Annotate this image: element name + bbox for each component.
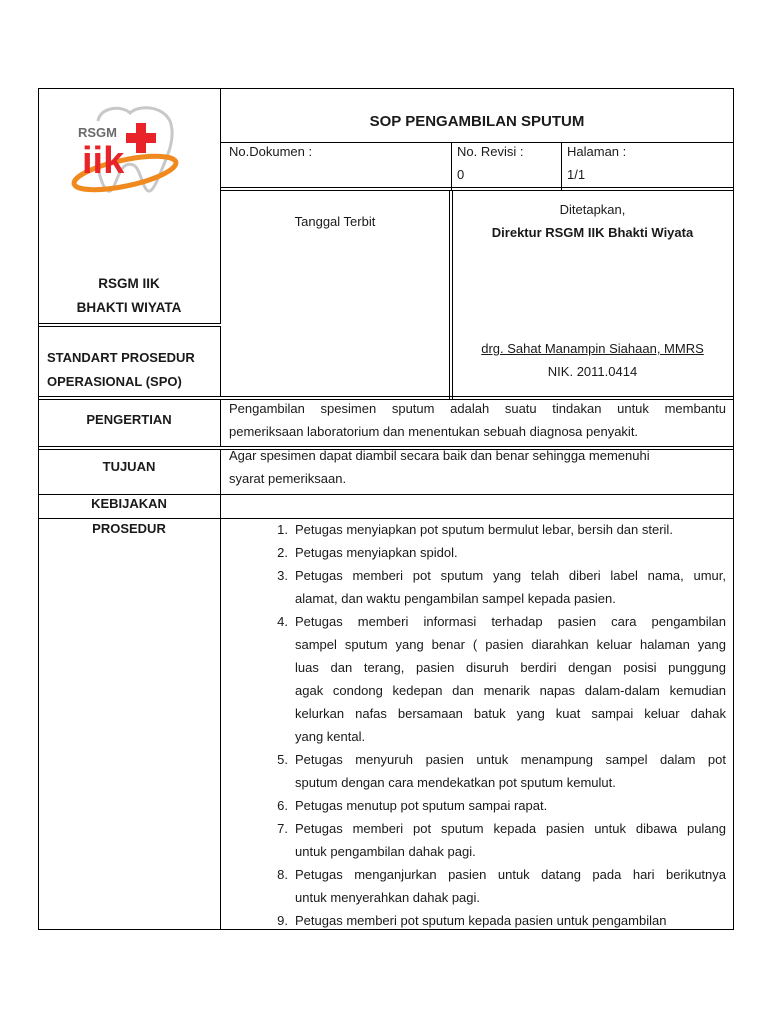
procedure-step-line: Petugas menutup pot sputum sampai rapat. bbox=[295, 798, 548, 813]
tujuan-text-line2: syarat pemeriksaan. bbox=[229, 471, 347, 486]
procedure-step-line: yang kental. bbox=[295, 729, 366, 744]
page-label: Halaman : bbox=[567, 144, 627, 159]
doc-number-label: No.Dokumen : bbox=[229, 144, 313, 159]
procedure-step-number: 2. bbox=[277, 545, 288, 560]
tujuan-text-line1: Agar spesimen dapat diambil secara baik dan benar sehingga memenuhi bbox=[229, 448, 650, 463]
procedure-step-number: 8. bbox=[277, 867, 288, 882]
org-name-line1: RSGM IIK bbox=[98, 276, 160, 291]
procedure-step-line: Petugas menyiapkan pot sputum bermulut lebar, bersih dan steril. bbox=[295, 522, 673, 537]
procedure-step-line: untuk pengambilan dahak pagi. bbox=[295, 844, 476, 859]
procedure-step-number: 9. bbox=[277, 913, 288, 928]
procedure-step-line: sampel sputum yang benar ( pasien diarahkan keluar halaman yang bbox=[295, 637, 726, 652]
procedure-step-line: agak condong kedepan dan menarik napas dalam-dalam kemudian bbox=[295, 683, 726, 698]
procedure-step-number: 6. bbox=[277, 798, 288, 813]
procedure-step bbox=[226, 863, 726, 909]
procedure-step-line: luas dan terang, pasien disuruh berdiri dengan posisi punggung bbox=[295, 660, 726, 675]
tujuan-label: TUJUAN bbox=[102, 459, 156, 474]
procedure-step-number: 1. bbox=[277, 522, 288, 537]
procedure-step bbox=[226, 610, 726, 748]
procedure-step-line: kelurkan nafas bersamaan batuk yang kuat sampai keluar dahak bbox=[295, 706, 726, 721]
hospital-logo bbox=[70, 103, 184, 195]
revision-label: No. Revisi : bbox=[457, 144, 524, 159]
procedure-step-number: 3. bbox=[277, 568, 288, 583]
signatory-name: drg. Sahat Manampin Siahaan, MMRS bbox=[481, 341, 704, 356]
procedure-step-number: 7. bbox=[277, 821, 288, 836]
svg-text:iik: iik bbox=[82, 140, 125, 182]
signatory-nik: NIK. 2011.0414 bbox=[547, 364, 638, 379]
page-value: 1/1 bbox=[567, 167, 586, 182]
procedure-step bbox=[226, 541, 726, 564]
pengertian-text-line2: pemeriksaan laboratorium dan menentukan sebuah diagnosa penyakit. bbox=[229, 424, 639, 439]
procedure-step bbox=[226, 794, 726, 817]
procedure-step-line: Petugas menganjurkan pasien untuk datang pada hari berikutnya bbox=[295, 867, 726, 882]
spo-label-line2: OPERASIONAL (SPO) bbox=[47, 374, 182, 389]
procedure-step-number: 5. bbox=[277, 752, 288, 767]
pengertian-label: PENGERTIAN bbox=[86, 412, 172, 427]
prosedur-label: PROSEDUR bbox=[92, 521, 166, 536]
procedure-step bbox=[226, 817, 726, 863]
kebijakan-label: KEBIJAKAN bbox=[91, 496, 167, 511]
director-title: Direktur RSGM IIK Bhakti Wiyata bbox=[491, 225, 694, 240]
procedure-step-number: 4. bbox=[277, 614, 288, 629]
procedure-step-line: Petugas memberi pot sputum yang telah diberi label nama, umur, bbox=[295, 568, 726, 583]
established-label: Ditetapkan, bbox=[559, 202, 626, 217]
procedure-step bbox=[226, 748, 726, 794]
svg-text:RSGM: RSGM bbox=[78, 125, 117, 140]
procedure-step bbox=[226, 518, 726, 541]
procedure-step-line: sputum dengan cara mendekatkan pot sputum kemulut. bbox=[295, 775, 616, 790]
procedure-step-line: Petugas memberi pot sputum kepada pasien untuk dibawa pulang bbox=[295, 821, 726, 836]
procedure-step-line: untuk menyerahkan dahak pagi. bbox=[295, 890, 481, 905]
org-name-line2: BHAKTI WIYATA bbox=[76, 300, 182, 315]
procedure-step-line: Petugas menyiapkan spidol. bbox=[295, 545, 458, 560]
issue-date-label: Tanggal Terbit bbox=[294, 214, 376, 229]
procedure-step bbox=[226, 564, 726, 610]
spo-label-line1: STANDART PROSEDUR bbox=[47, 350, 195, 365]
pengertian-text-line1: Pengambilan spesimen sputum adalah suatu tindakan untuk membantu bbox=[229, 401, 726, 416]
procedure-step-line: Petugas menyuruh pasien untuk menampung sampel dalam pot bbox=[295, 752, 726, 767]
procedure-step bbox=[226, 909, 726, 932]
procedure-list bbox=[226, 518, 726, 932]
document-title: SOP PENGAMBILAN SPUTUM bbox=[369, 113, 585, 130]
procedure-step-line: Petugas memberi pot sputum kepada pasien untuk pengambilan bbox=[295, 913, 667, 928]
revision-value: 0 bbox=[457, 167, 465, 182]
procedure-step-line: Petugas memberi informasi terhadap pasien cara pengambilan bbox=[295, 614, 726, 629]
procedure-step-line: alamat, dan waktu pengambilan sampel kepada pasien. bbox=[295, 591, 616, 606]
